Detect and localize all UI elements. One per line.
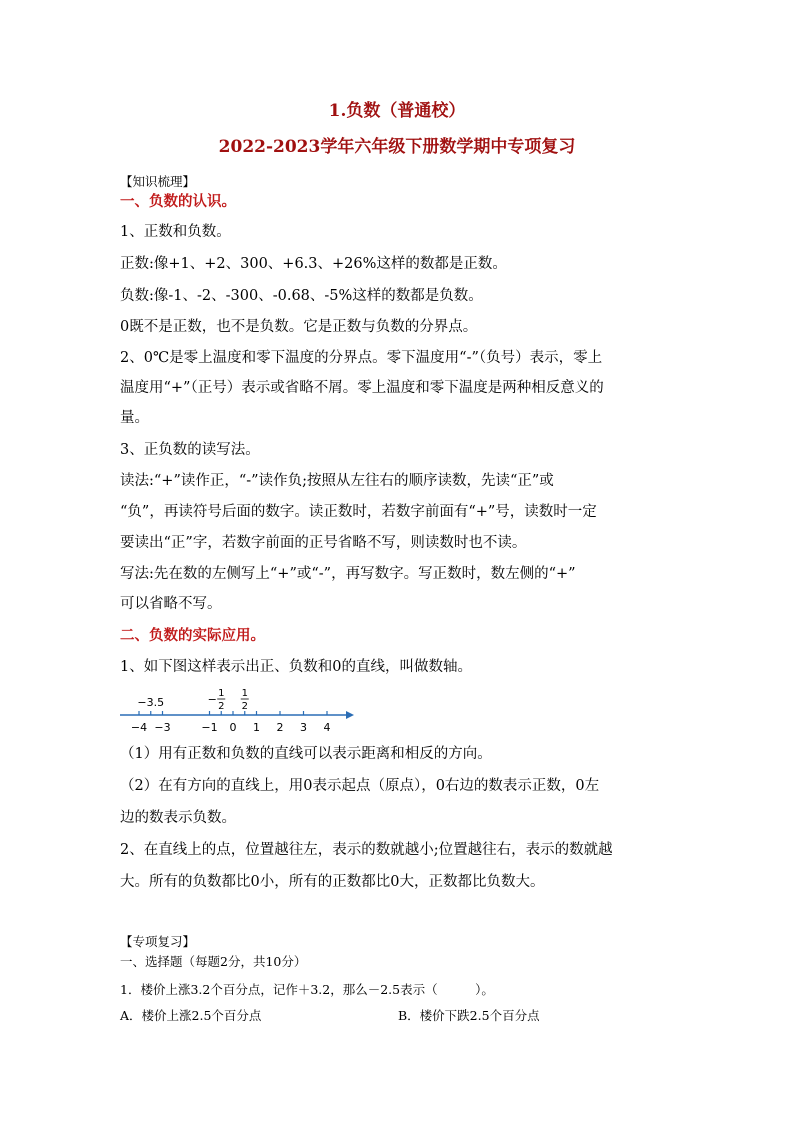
tick-label: 3 xyxy=(300,721,307,734)
paragraph: 1、正数和负数。 xyxy=(120,224,231,240)
tick-label: −4 xyxy=(130,721,148,734)
paragraph: 写法:先在数的左侧写上“+”或“-”，再写数字。写正数时，数左侧的“+” xyxy=(120,566,576,582)
paragraph: 2、0℃是零上温度和零下温度的分界点。零下温度用“-”（负号）表示，零上 xyxy=(120,350,603,366)
question-1-option-b: B．楼价下跌2.5个百分点 xyxy=(398,1008,540,1023)
fraction-numerator: 1 xyxy=(218,688,225,699)
tick-label: 2 xyxy=(276,721,284,734)
paragraph: 负数:像-1、-2、-300、-0.68、-5%这样的数都是负数。 xyxy=(120,288,483,304)
paragraph: 2、在直线上的点，位置越往左，表示的数就越小;位置越往右，表示的数就越 xyxy=(120,842,613,858)
paragraph: 温度用“+”（正号）表示或省略不屑。零上温度和零下温度是两种相反意义的 xyxy=(120,380,604,396)
paragraph: 3、正负数的读写法。 xyxy=(120,442,260,458)
question-1: 1．楼价上涨3.2个百分点，记作＋3.2，那么－2.5表示（ ）。 xyxy=(120,982,494,997)
paragraph: 边的数表示负数。 xyxy=(120,810,236,826)
page-title: 1.负数（普通校） xyxy=(328,101,466,121)
tick-label: 0 xyxy=(229,721,237,734)
fraction-denominator: 2 xyxy=(218,701,225,712)
paragraph: 1、如下图这样表示出正、负数和0的直线，叫做数轴。 xyxy=(120,659,472,675)
paragraph: （1）用有正数和负数的直线可以表示距离和相反的方向。 xyxy=(120,746,492,762)
number-line xyxy=(118,686,358,738)
paragraph: 0既不是正数，也不是负数。它是正数与负数的分界点。 xyxy=(120,319,478,335)
fraction-sign: − xyxy=(207,693,217,706)
paragraph: 量。 xyxy=(120,410,149,426)
section-heading-2: 二、负数的实际应用。 xyxy=(120,627,265,644)
paragraph: （2）在有方向的直线上，用0表示起点（原点），0右边的数表示正数，0左 xyxy=(120,778,600,794)
page-subtitle: 2022-2023学年六年级下册数学期中专项复习 xyxy=(218,137,576,157)
tick-label: 1 xyxy=(253,721,260,734)
fraction-numerator: 1 xyxy=(241,688,248,699)
paragraph: 正数:像+1、+2、300、+6.3、+26%这样的数都是正数。 xyxy=(120,256,507,272)
question-1-option-a: A．楼价上涨2.5个百分点 xyxy=(120,1008,262,1023)
paragraph: 要读出“正”字，若数字前面的正号省略不写，则读数时也不读。 xyxy=(120,535,527,551)
axis-arrow xyxy=(346,711,354,719)
paragraph: 可以省略不写。 xyxy=(120,596,222,612)
tick-label: −1 xyxy=(201,721,218,734)
fraction-denominator: 2 xyxy=(241,701,248,712)
paragraph: “负”，再读符号后面的数字。读正数时，若数字前面有“+”号，读数时一定 xyxy=(120,504,597,520)
knowledge-heading: 【知识梳理】 xyxy=(120,174,196,189)
section-heading-1: 一、负数的认识。 xyxy=(120,193,236,210)
paragraph: 读法:“+”读作正，“-”读作负;按照从左往右的顺序读数，先读“正”或 xyxy=(120,473,554,489)
review-section: 一、选择题（每题2分，共10分） xyxy=(120,954,307,969)
tick-label: 4 xyxy=(323,721,331,734)
marked-point-label: −3.5 xyxy=(137,696,165,709)
review-heading: 【专项复习】 xyxy=(120,934,196,949)
tick-label: −3 xyxy=(154,721,171,734)
paragraph: 大。所有的负数都比0小，所有的正数都比0大，正数都比负数大。 xyxy=(120,874,545,890)
